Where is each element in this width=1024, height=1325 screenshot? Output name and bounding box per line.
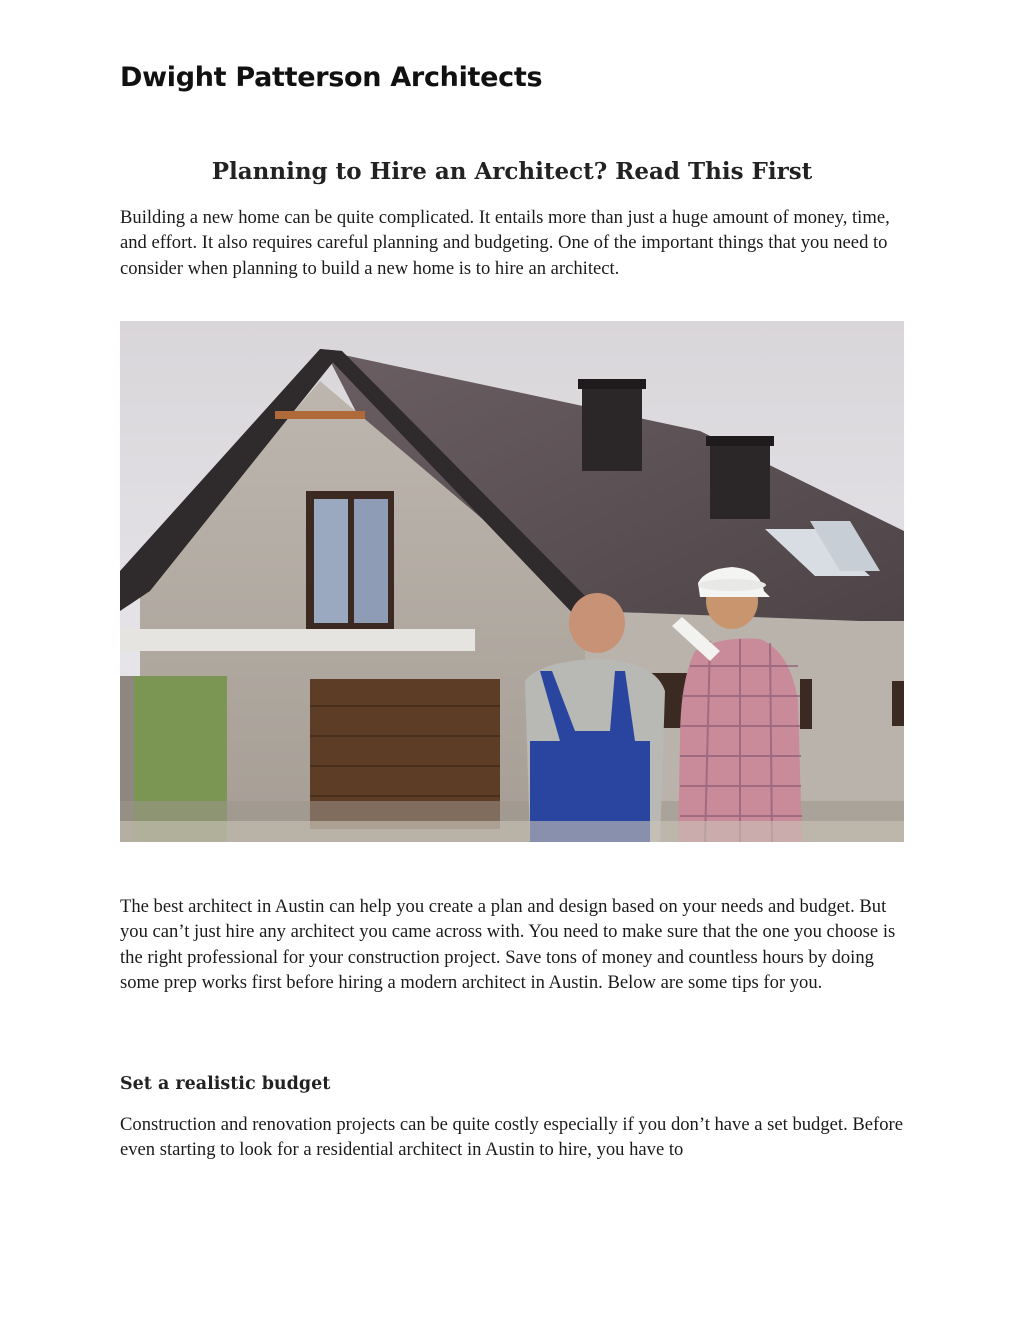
- section-paragraph: Construction and renovation projects can be quite costly especially if you don’t have a set budget. Before even starting to look for a residential architect in Austin to hire, you have to: [120, 1114, 903, 1161]
- intro-paragraph: Building a new home can be quite complicated. It entails more than just a huge amount of money, time, and effort. It also requires careful planning and budgeting. One of the important things that you need to consider when planning to build a new home is to hire an architect.: [120, 207, 890, 279]
- body-paragraph: The best architect in Austin can help you create a plan and design based on your needs and budget. But you can’t just hire any architect you came across with. You need to make sure that the one you choose is the right professional for your construction project. Save tons of money and countless hours by doing some prep works first before hiring a modern architect in Austin. Below are some tips for you.: [120, 896, 896, 994]
- house-photo: [120, 321, 904, 842]
- section-heading: Set a realistic budget: [120, 1074, 331, 1094]
- company-name: Dwight Patterson Architects: [120, 62, 543, 93]
- article-title: Planning to Hire an Architect? Read This First: [211, 158, 813, 185]
